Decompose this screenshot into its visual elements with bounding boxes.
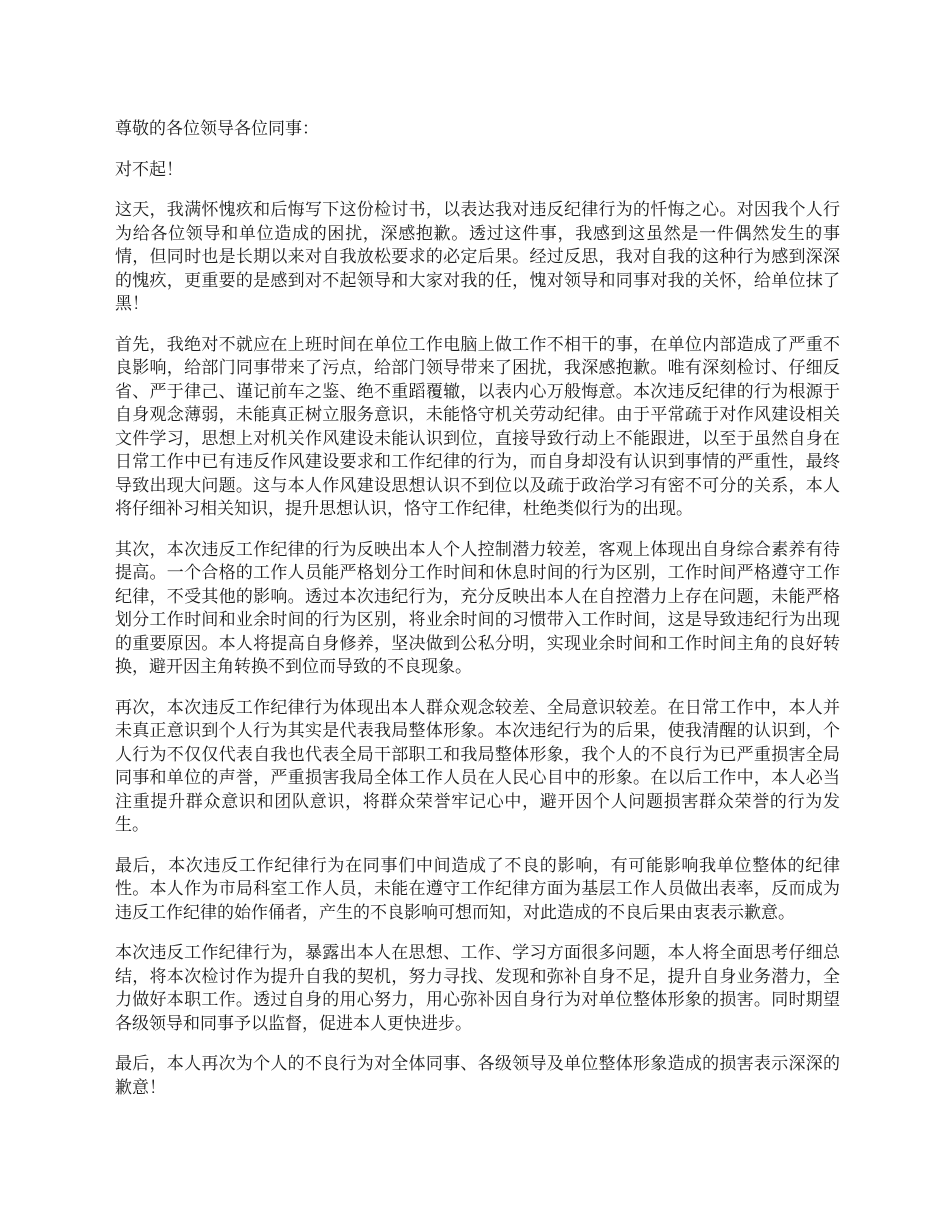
paragraph-closing: 最后，本人再次为个人的不良行为对全体同事、各级领导及单位整体形象造成的损害表示深深的歉意！ <box>115 1054 840 1098</box>
paragraph-second: 其次，本次违反工作纪律的行为反映出本人个人控制潜力较差，客观上体现出自身综合素养有待提高。一个合格的工作人员能严格划分工作时间和休息时间的行为区别，工作时间严格遵守工作纪律，不受其他的影响。透过本次违纪行为，充分反映出本人在自控潜力上存在问题，未能严格划分工作时间和业余时间的行为区别，将业余时间的习惯带入工作时间，这是导致违纪行为出现的重要原因。本人将提高自身修养，坚决做到公私分明，实现业余时间和工作时间主角的良好转换，避开因主角转换不到位而导致的不良现象。 <box>115 539 840 677</box>
paragraph-fourth: 最后，本次违反工作纪律行为在同事们中间造成了不良的影响，有可能影响我单位整体的纪律性。本人作为市局科室工作人员，未能在遵守工作纪律方面为基层工作人员做出表率，反而成为违反工作纪律的始作俑者，产生的不良影响可想而知，对此造成的不良后果由衷表示歉意。 <box>115 855 840 923</box>
paragraph-intro: 这天，我满怀愧疚和后悔写下这份检讨书，以表达我对违反纪律行为的忏悔之心。对因我个人行为给各位领导和单位造成的困扰，深感抱歉。透过这件事，我感到这虽然是一件偶然发生的事情，但同时也是长期以来对自我放松要求的必定后果。经过反思，我对自我的这种行为感到深深的愧疚，更重要的是感到对不起领导和大家对我的任，愧对领导和同事对我的关怀，给单位抹了黑！ <box>115 200 840 314</box>
paragraph-third: 再次，本次违反工作纪律行为体现出本人群众观念较差、全局意识较差。在日常工作中，本人并未真正意识到个人行为其实是代表我局整体形象。本次违纪行为的后果，使我清醒的认识到，个人行为不仅仅代表自我也代表全局干部职工和我局整体形象，我个人的不良行为已严重损害全局同事和单位的声誉，严重损害我局全体工作人员在人民心目中的形象。在以后工作中，本人必当注重提升群众意识和团队意识，将群众荣誉牢记心中，避开因个人问题损害群众荣誉的行为发生。 <box>115 697 840 835</box>
apology-line: 对不起！ <box>115 159 183 180</box>
document-body <box>115 118 840 1117</box>
paragraph-first: 首先，我绝对不就应在上班时间在单位工作电脑上做工作不相干的事，在单位内部造成了严重不良影响，给部门同事带来了污点，给部门领导带来了困扰，我深感抱歉。唯有深刻检讨、仔细反省、严于律己、谨记前车之鉴、绝不重蹈覆辙，以表内心万般悔意。本次违反纪律的行为根源于自身观念薄弱，未能真正树立服务意识，未能恪守机关劳动纪律。由于平常疏于对作风建设相关文件学习，思想上对机关作风建设未能认识到位，直接导致行动上不能跟进，以至于虽然自身在日常工作中已有违反作风建设要求和工作纪律的行为，而自身却没有认识到事情的严重性，最终导致出现大问题。这与本人作风建设思想认识不到位以及疏于政治学习有密不可分的关系，本人将仔细补习相关知识，提升思想认识，恪守工作纪律，杜绝类似行为的出现。 <box>115 334 840 519</box>
salutation: 尊敬的各位领导各位同事： <box>115 119 319 139</box>
paragraph-summary: 本次违反工作纪律行为，暴露出本人在思想、工作、学习方面很多问题，本人将全面思考仔细总结，将本次检讨作为提升自我的契机，努力寻找、发现和弥补自身不足，提升自身业务潜力，全力做好本职工作。透过自身的用心努力，用心弥补因自身行为对单位整体形象的损害。同时期望各级领导和同事予以监督，促进本人更快进步。 <box>115 943 840 1034</box>
